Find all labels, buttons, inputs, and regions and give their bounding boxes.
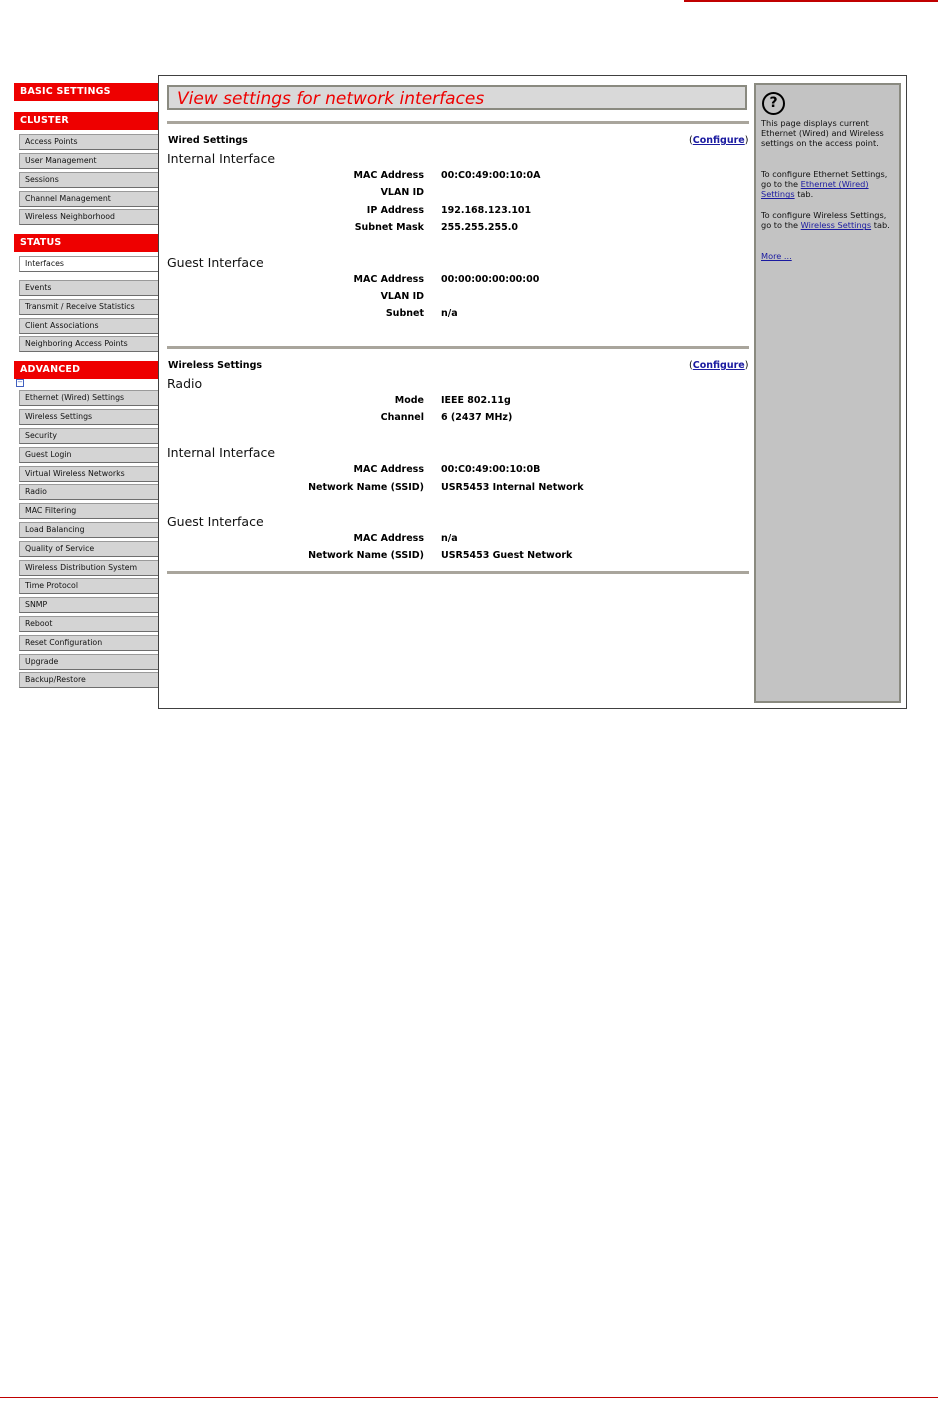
sidebar-item-reset-configuration[interactable]: Reset Configuration (19, 635, 165, 651)
sidebar-item-reboot[interactable]: Reboot (19, 616, 165, 632)
wireless-configure-link[interactable]: Configure (692, 360, 745, 371)
sidebar-item-time-protocol[interactable]: Time Protocol (19, 578, 165, 594)
sidebar-item-backup-restore[interactable]: Backup/Restore (19, 672, 165, 688)
divider (167, 346, 749, 349)
wireless-internal-ssid-value: USR5453 Internal Network (441, 482, 584, 493)
wireless-guest-heading: Guest Interface (167, 514, 264, 529)
wireless-radio-heading: Radio (167, 376, 203, 391)
help-wl-text: To configure Wireless Settings, go to the (761, 210, 887, 231)
status-heading[interactable]: STATUS (14, 234, 159, 252)
divider (167, 121, 749, 124)
sidebar-item-snmp[interactable]: SNMP (19, 597, 165, 613)
wireless-guest-ssid-value: USR5453 Guest Network (441, 550, 573, 561)
wireless-guest-mac-label: MAC Address (353, 533, 424, 544)
wireless-internal-heading: Internal Interface (167, 445, 276, 460)
wireless-guest-mac-value: n/a (441, 533, 458, 544)
sidebar-item-wireless-distribution-system[interactable]: Wireless Distribution System (19, 560, 165, 576)
help-more (761, 251, 895, 261)
help-ethernet (761, 169, 895, 200)
sidebar-item-events[interactable]: Events (19, 280, 165, 296)
paren-close: ) (744, 360, 749, 371)
paren-close: ) (744, 135, 749, 146)
wireless-mode-label: Mode (394, 395, 424, 406)
wired-internal-mask-label: Subnet Mask (354, 222, 424, 233)
page-title: View settings for network interfaces (177, 89, 485, 109)
wired-guest-subnet-label: Subnet (385, 308, 424, 319)
wireless-channel-value: 6 (2437 MHz) (441, 412, 513, 423)
wired-internal-vlan-label: VLAN ID (380, 187, 424, 198)
advanced-heading[interactable]: ADVANCED (14, 361, 159, 379)
wireless-configure (689, 360, 748, 371)
bottom-rule (0, 1397, 938, 1398)
help-wl-tail: tab. (871, 220, 890, 231)
sidebar-item-interfaces[interactable]: Interfaces (19, 256, 165, 272)
sidebar-item-wireless-settings[interactable]: Wireless Settings (19, 409, 165, 425)
sidebar-item-neighboring-access-points[interactable]: Neighboring Access Points (19, 336, 165, 352)
wireless-internal-mac-label: MAC Address (353, 464, 424, 475)
wired-internal-ip-value: 192.168.123.101 (441, 205, 532, 216)
sidebar-item-sessions[interactable]: Sessions (19, 172, 165, 188)
sidebar-item-user-management[interactable]: User Management (19, 153, 165, 169)
sidebar-item-virtual-wireless-networks[interactable]: Virtual Wireless Networks (19, 466, 165, 482)
wireless-channel-label: Channel (380, 412, 424, 423)
sidebar-item-mac-filtering[interactable]: MAC Filtering (19, 503, 165, 519)
sidebar-item-channel-management[interactable]: Channel Management (19, 191, 165, 207)
sidebar-item-quality-of-service[interactable]: Quality of Service (19, 541, 165, 557)
cluster-heading[interactable]: CLUSTER (14, 112, 159, 130)
wireless-guest-ssid-label: Network Name (SSID) (308, 550, 424, 561)
wired-guest-subnet-value: n/a (441, 308, 458, 319)
wireless-internal-ssid-label: Network Name (SSID) (308, 482, 424, 493)
wireless-mode-value: IEEE 802.11g (441, 395, 511, 406)
page-title-box (167, 85, 747, 110)
paren-open: ( (689, 360, 693, 371)
wired-internal-mask-value: 255.255.255.0 (441, 222, 518, 233)
wired-internal-ip-label: IP Address (366, 205, 424, 216)
sidebar-item-ethernet-settings[interactable]: Ethernet (Wired) Settings (19, 390, 165, 406)
divider (167, 571, 749, 574)
wired-configure-link[interactable]: Configure (692, 135, 745, 146)
help-intro: This page displays current Ethernet (Wired) and Wireless settings on the access point. (761, 118, 884, 149)
sidebar-item-security[interactable]: Security (19, 428, 165, 444)
wired-settings-heading: Wired Settings (168, 135, 248, 146)
sidebar-item-load-balancing[interactable]: Load Balancing (19, 522, 165, 538)
wired-guest-heading: Guest Interface (167, 255, 264, 270)
basic-settings-heading[interactable]: BASIC SETTINGS (14, 83, 159, 101)
wired-guest-mac-value: 00:00:00:00:00:00 (441, 274, 540, 285)
sidebar-item-transmit-receive-statistics[interactable]: Transmit / Receive Statistics (19, 299, 165, 315)
sidebar-item-radio[interactable]: Radio (19, 484, 165, 500)
collapse-icon[interactable]: − (17, 378, 23, 386)
sidebar-item-wireless-neighborhood[interactable]: Wireless Neighborhood (19, 209, 165, 225)
wired-internal-heading: Internal Interface (167, 151, 276, 166)
help-eth-tail: tab. (794, 189, 814, 200)
wired-guest-vlan-label: VLAN ID (380, 291, 424, 302)
help-icon: ? (762, 92, 785, 115)
wireless-settings-heading: Wireless Settings (168, 360, 263, 371)
wired-guest-mac-label: MAC Address (353, 274, 424, 285)
help-eth-text: To configure Ethernet Settings, go to the (761, 169, 888, 190)
help-wireless (761, 210, 895, 230)
sidebar-item-client-associations[interactable]: Client Associations (19, 318, 165, 334)
top-rule (684, 0, 938, 2)
sidebar-item-upgrade[interactable]: Upgrade (19, 654, 165, 670)
wired-internal-mac-value: 00:C0:49:00:10:0A (441, 170, 541, 181)
help-more-link[interactable]: More ... (761, 251, 792, 261)
help-pane (754, 83, 901, 703)
sidebar-item-guest-login[interactable]: Guest Login (19, 447, 165, 463)
sidebar-item-access-points[interactable]: Access Points (19, 134, 165, 150)
wired-internal-mac-label: MAC Address (353, 170, 424, 181)
wireless-internal-mac-value: 00:C0:49:00:10:0B (441, 464, 541, 475)
help-wireless-link[interactable]: Wireless Settings (800, 220, 872, 231)
wired-configure (689, 135, 748, 146)
paren-open: ( (689, 135, 693, 146)
help-ethernet-link[interactable]: Ethernet (Wired) Settings (761, 179, 869, 200)
